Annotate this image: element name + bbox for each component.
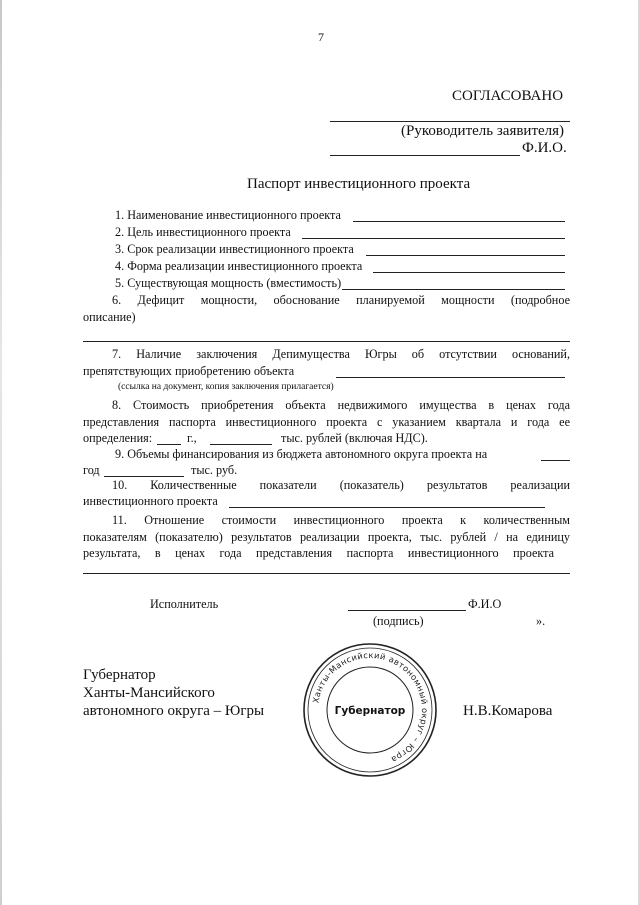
item-11-blank (83, 573, 570, 574)
approval-heading: СОГЛАСОВАНО (452, 88, 564, 104)
item-8-line-2: представления паспорта инвестиционного проекта с указанием квартала и года ее (83, 415, 570, 429)
signatory-title-1: Губернатор (83, 667, 156, 683)
item-9-amount-unit: тыс. руб. (191, 463, 238, 477)
item-8-cost-unit: тыс. рублей (включая НДС). (281, 431, 428, 445)
executor-closing: ». (536, 614, 546, 628)
approval-fio-line (330, 155, 520, 156)
item-6-line-1: 6. Дефицит мощности, обоснование планируемой мощности (подробное (112, 293, 570, 307)
item-2-blank (302, 238, 565, 239)
item-1-label: 1. Наименование инвестиционного проекта (115, 208, 341, 222)
executor-signature-caption: (подпись) (373, 614, 424, 628)
executor-label: Исполнитель (150, 597, 219, 611)
official-stamp (300, 640, 440, 780)
item-6-line-2: описание) (83, 310, 136, 324)
stamp-ring-text: Ханты-Мансийский автономный округ – Югра (310, 649, 431, 766)
item-8-date-label: определения: (83, 431, 153, 445)
item-5-blank (342, 289, 565, 290)
stamp-center-text: Губернатор (334, 705, 406, 717)
approval-role: (Руководитель заявителя) (401, 123, 565, 139)
item-4-blank (373, 272, 565, 273)
item-8-year-label: г., (187, 431, 197, 445)
executor-fio: Ф.И.О (468, 597, 502, 611)
executor-signature-line (348, 610, 466, 611)
item-11-line-2: показателям (показателю) результатов реализации проекта, тыс. рублей / на единицу (83, 530, 570, 544)
signatory-title-2: Ханты-Мансийского (83, 685, 215, 701)
item-11-line-3: результата, в ценах года представления паспорта инвестиционного проекта (83, 546, 554, 560)
item-10-blank (229, 507, 545, 508)
item-1-blank (353, 221, 565, 222)
item-9-amount-blank (104, 476, 184, 477)
scan-left-edge (0, 0, 2, 905)
item-7-line-2: препятствующих приобретению объекта (83, 364, 295, 378)
item-10-line-2: инвестиционного проекта (83, 494, 218, 508)
item-4-label: 4. Форма реализации инвестиционного проекта (115, 259, 363, 273)
item-7-line-1: 7. Наличие заключения Депимущества Югры об отсутствии оснований, (112, 347, 570, 361)
item-3-blank (366, 255, 565, 256)
stamp-seal-graphic (300, 640, 440, 780)
signatory-title-3: автономного округа – Югры (83, 703, 265, 719)
item-9-year-label: год (83, 463, 100, 477)
signatory-name: Н.В.Комарова (463, 703, 553, 719)
item-9-line-1: 9. Объемы финансирования из бюджета автономного округа проекта на (115, 447, 488, 461)
item-8-quarter-blank (157, 444, 181, 445)
item-6-blank (83, 341, 570, 342)
approval-fio: Ф.И.О. (522, 140, 567, 156)
item-2-label: 2. Цель инвестиционного проекта (115, 225, 291, 239)
item-7-blank (336, 377, 565, 378)
item-10-line-1: 10. Количественные показатели (показатель) результатов реализации (112, 478, 570, 492)
item-9-year-blank (541, 460, 570, 461)
item-11-line-1: 11. Отношение стоимости инвестиционного проекта к количественным (112, 513, 570, 527)
item-8-line-1: 8. Стоимость приобретения объекта недвижимого имущества в ценах года (112, 398, 570, 412)
page-number: 7 (318, 30, 324, 44)
item-3-label: 3. Срок реализации инвестиционного проекта (115, 242, 354, 256)
item-8-cost-blank (210, 444, 272, 445)
item-5-label: 5. Существующая мощность (вместимость) (115, 276, 342, 290)
document-title: Паспорт инвестиционного проекта (247, 176, 471, 192)
approval-signature-line (330, 121, 570, 122)
item-7-note: (ссылка на документ, копия заключения прилагается) (118, 382, 334, 392)
